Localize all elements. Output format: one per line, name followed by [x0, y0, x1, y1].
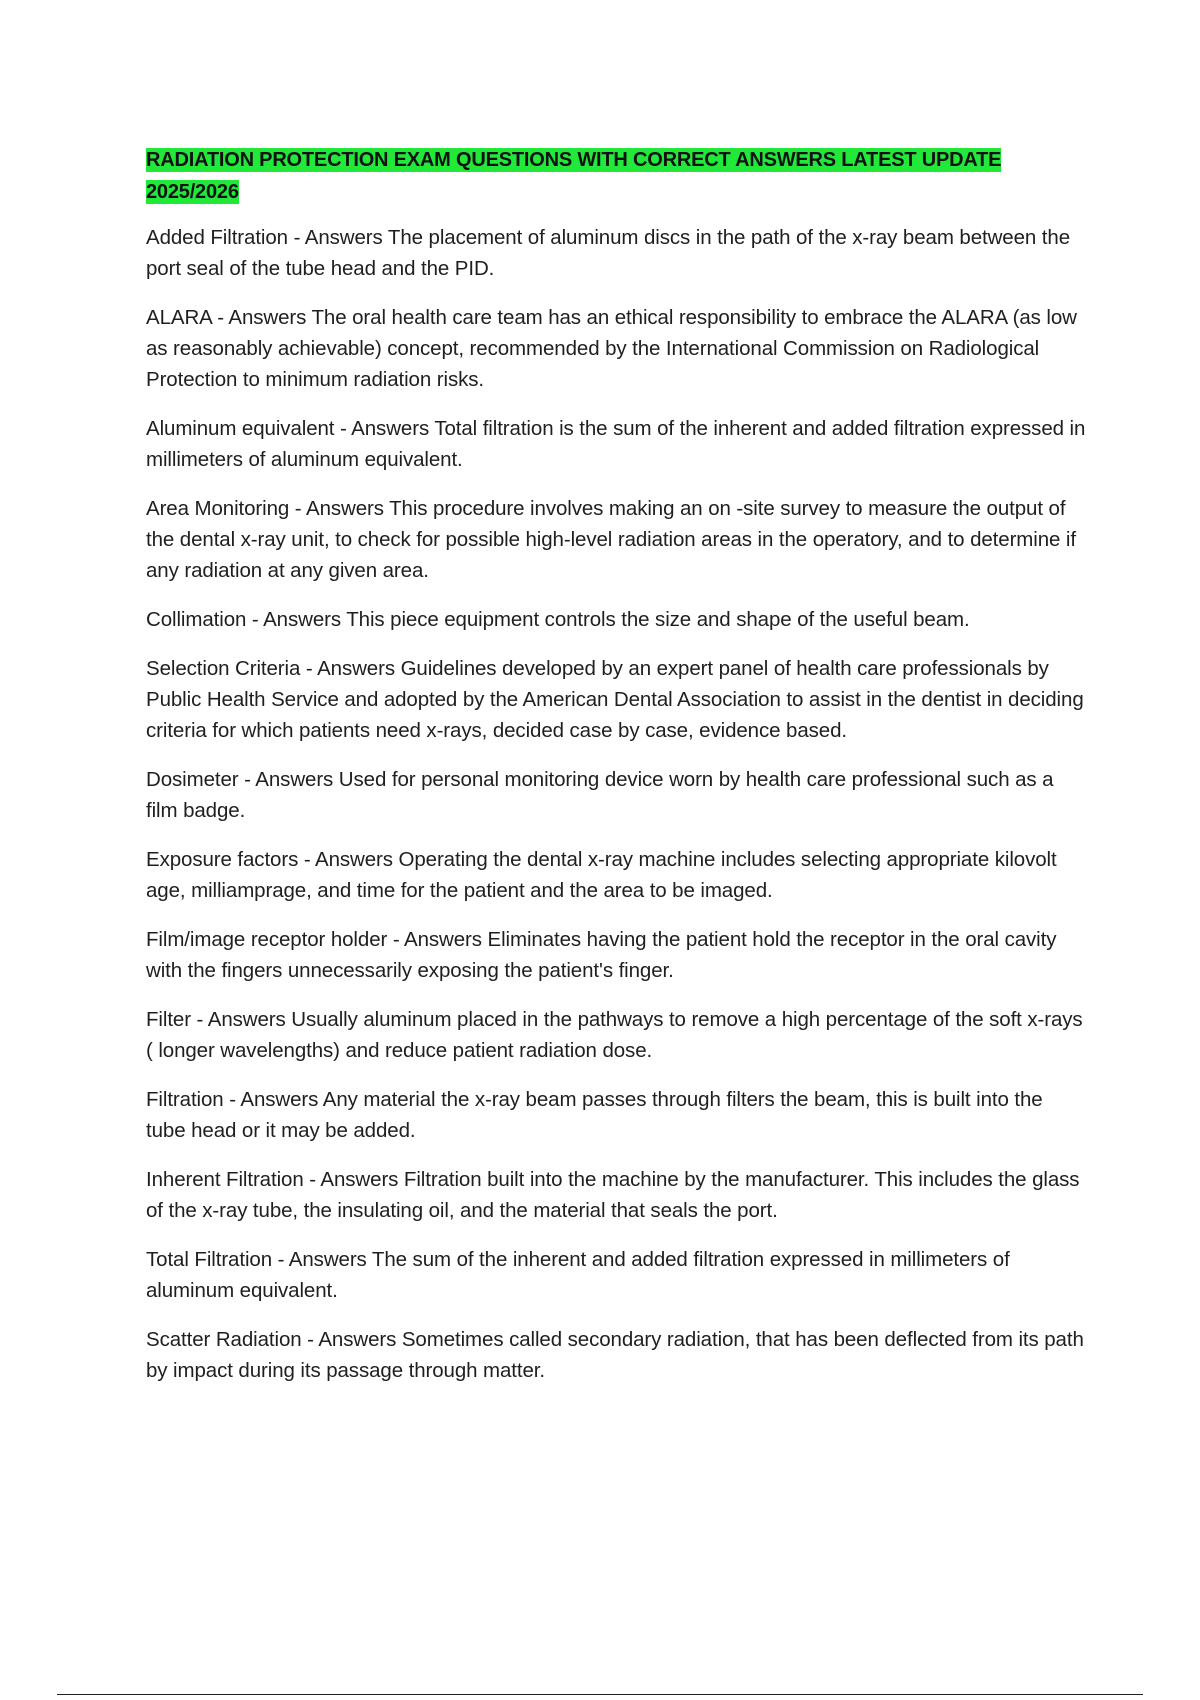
entry-added-filtration: Added Filtration - Answers The placement of aluminum discs in the path of the x-ray beam between the port seal of the tube head and the PID. [146, 226, 1071, 280]
entry-area-monitoring: Area Monitoring - Answers This procedure involves making an on -site survey to measure the output of the dental x-ray unit, to check for possible high-level radiation areas in the operatory, and to determine if any radiation at any given area. [146, 497, 1076, 582]
entry-selection-criteria: Selection Criteria - Answers Guidelines developed by an expert panel of health care professionals by Public Health Service and adopted by the American Dental Association to assist in the dentist in deciding criteria for which patients need x-rays, decided case by case, evidence based. [146, 657, 1084, 742]
entry-alara: ALARA - Answers The oral health care team has an ethical responsibility to embrace the ALARA (as low as reasonably achievable) concept, recommended by the International Commission on Radiological Protection to minimum radiation risks. [146, 306, 1077, 391]
entry-filter: Filter - Answers Usually aluminum placed in the pathways to remove a high percentage of the soft x-rays ( longer wavelengths) and reduce patient radiation dose. [146, 1008, 1083, 1062]
title-highlight: RADIATION PROTECTION EXAM QUESTIONS WITH CORRECT ANSWERS LATEST UPDATE 2025/2026 [146, 149, 1002, 203]
entry-total-filtration: Total Filtration - Answers The sum of the inherent and added filtration expressed in millimeters of aluminum equivalent. [146, 1248, 1010, 1302]
entry-inherent-filtration: Inherent Filtration - Answers Filtration built into the machine by the manufacturer. This includes the glass of the x-ray tube, the insulating oil, and the material that seals the port. [146, 1168, 1080, 1222]
entry-aluminum-equivalent: Aluminum equivalent - Answers Total filtration is the sum of the inherent and added filtration expressed in millimeters of aluminum equivalent. [146, 417, 1086, 471]
entry-filtration: Filtration - Answers Any material the x-ray beam passes through filters the beam, this is built into the tube head or it may be added. [146, 1088, 1043, 1142]
entry-dosimeter: Dosimeter - Answers Used for personal monitoring device worn by health care professional such as a film badge. [146, 768, 1054, 822]
entry-exposure-factors: Exposure factors - Answers Operating the dental x-ray machine includes selecting appropriate kilovolt age, milliamprage, and time for the patient and the area to be imaged. [146, 848, 1057, 902]
entry-film-image-receptor-holder: Film/image receptor holder - Answers Eliminates having the patient hold the receptor in the oral cavity with the fingers unnecessarily exposing the patient's finger. [146, 928, 1057, 982]
document-page [146, 144, 1086, 1404]
entry-collimation: Collimation - Answers This piece equipment controls the size and shape of the useful beam. [146, 608, 970, 631]
footer-divider [57, 1694, 1143, 1695]
document-title [146, 144, 1086, 208]
entry-scatter-radiation: Scatter Radiation - Answers Sometimes called secondary radiation, that has been deflected from its path by impact during its passage through matter. [146, 1328, 1084, 1382]
